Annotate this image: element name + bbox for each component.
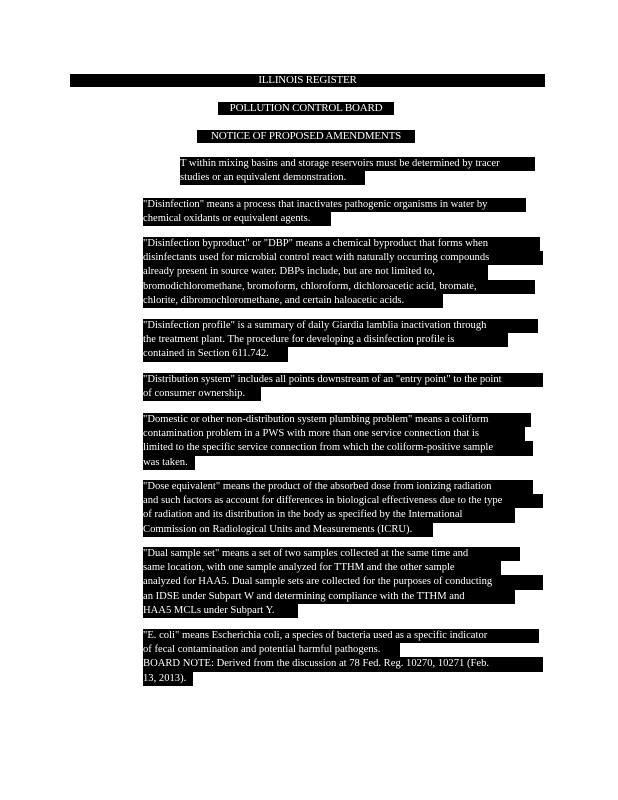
paragraph-dual <box>143 547 543 618</box>
text-line: "E. coli" means Escherichia coli, a species of bacteria used as a specific indicator <box>143 629 539 643</box>
paragraph-dbp <box>143 237 543 308</box>
text-line: same location, with one sample analyzed for TTHM and the other sample <box>143 561 501 575</box>
text-line: "Dual sample set" means a set of two samples collected at the same time and <box>143 547 520 561</box>
paragraph-ecoli <box>143 629 543 686</box>
text-line: HAA5 MCLs under Subpart Y. <box>143 604 298 618</box>
text-line: limited to the specific service connection from which the coliform-positive sample <box>143 441 533 455</box>
paragraph-profile <box>143 319 543 362</box>
text-line: of consumer ownership. <box>143 387 261 401</box>
text-line: was taken. <box>143 456 195 470</box>
text-line: analyzed for HAA5. Dual sample sets are collected for the purposes of conducting <box>143 575 543 589</box>
text-line: of radiation and its distribution in the body as specified by the International <box>143 508 515 522</box>
text-line: and such factors as account for differences in biological effectiveness due to the type <box>143 494 543 508</box>
text-line: "Dose equivalent" means the product of the absorbed dose from ionizing radiation <box>143 480 533 494</box>
text-line: already present in source water. DBPs include, but are not limited to, <box>143 265 488 279</box>
text-line: contained in Section 611.742. <box>143 347 288 361</box>
text-line: of fecal contamination and potential harmful pathogens. <box>143 643 400 657</box>
text-line: an IDSE under Subpart W and determining compliance with the TTHM and <box>143 590 515 604</box>
text-line: "Domestic or other non-distribution system plumbing problem" means a coliform <box>143 413 531 427</box>
paragraph-disinfection <box>143 198 543 226</box>
text-line: "Disinfection profile" is a summary of daily Giardia lamblia inactivation through <box>143 319 538 333</box>
text-line: bromodichloromethane, bromoform, chloroform, dichloroacetic acid, bromate, <box>143 280 535 294</box>
paragraph-t-note <box>180 157 535 185</box>
text-line: BOARD NOTE: Derived from the discussion at 78 Fed. Reg. 10270, 10271 (Feb. <box>143 657 543 671</box>
text-line: Commission on Radiological Units and Measurements (ICRU). <box>143 523 433 537</box>
paragraph-distribution <box>143 373 543 401</box>
paragraph-domestic <box>143 413 543 470</box>
text-line: disinfectants used for microbial control react with naturally occurring compounds <box>143 251 543 265</box>
text-line: contamination problem in a PWS with more than one service connection that is <box>143 427 525 441</box>
register-title: ILLINOIS REGISTER <box>70 74 545 87</box>
text-line: "Distribution system" includes all points downstream of an "entry point" to the point <box>143 373 543 387</box>
text-line: the treatment plant. The procedure for developing a disinfection profile is <box>143 333 508 347</box>
text-line: chemical oxidants or equivalent agents. <box>143 212 331 226</box>
notice-title: NOTICE OF PROPOSED AMENDMENTS <box>197 130 415 143</box>
text-line: "Disinfection" means a process that inactivates pathogenic organisms in water by <box>143 198 526 212</box>
text-line: studies or an equivalent demonstration. <box>180 171 365 185</box>
text-line: chlorite, dibromochloromethane, and certain haloacetic acids. <box>143 294 443 308</box>
text-line: T within mixing basins and storage reservoirs must be determined by tracer <box>180 157 535 171</box>
board-title: POLLUTION CONTROL BOARD <box>218 102 394 115</box>
text-line: 13, 2013). <box>143 672 193 686</box>
text-line: "Disinfection byproduct" or "DBP" means a chemical byproduct that forms when <box>143 237 540 251</box>
paragraph-dose <box>143 480 543 537</box>
